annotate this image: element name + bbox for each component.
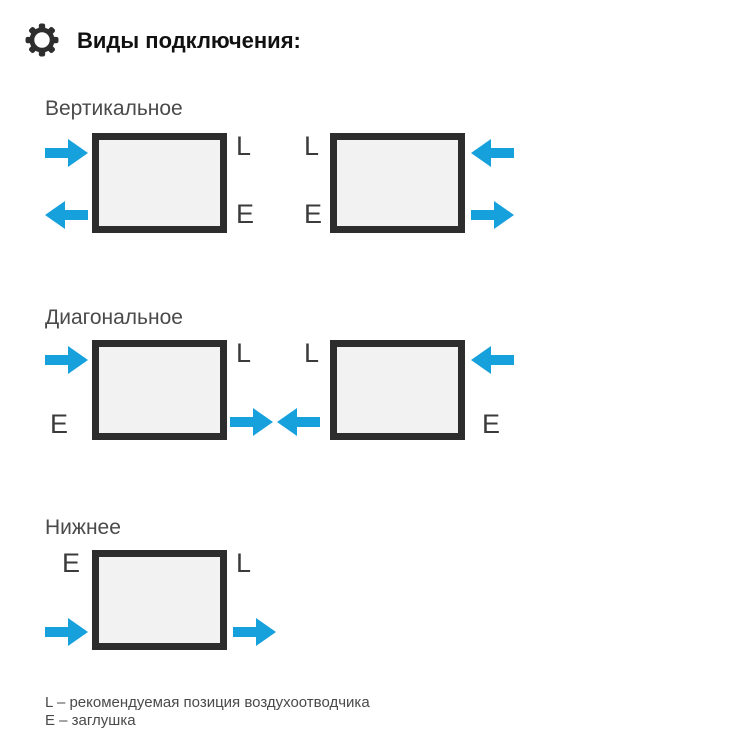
air-vent-label: L bbox=[236, 131, 252, 161]
air-vent-label: L bbox=[236, 548, 252, 578]
section-title-diagonal: Диагональное bbox=[45, 306, 183, 329]
plug-label: E bbox=[304, 199, 323, 229]
air-vent-label: L bbox=[304, 338, 320, 368]
air-vent-label: L bbox=[304, 131, 320, 161]
plug-label: E bbox=[482, 409, 501, 439]
page-title: Виды подключения: bbox=[77, 28, 301, 53]
legend-line-plug: E – заглушка bbox=[45, 712, 136, 729]
legend-line-air-vent: L – рекомендуемая позиция воздухоотводчика bbox=[45, 694, 370, 711]
plug-label: E bbox=[50, 409, 69, 439]
section-title-vertical: Вертикальное bbox=[45, 97, 183, 120]
plug-label: E bbox=[236, 199, 255, 229]
air-vent-label: L bbox=[236, 338, 252, 368]
plug-label: E bbox=[62, 548, 81, 578]
section-title-bottom: Нижнее bbox=[45, 516, 121, 539]
